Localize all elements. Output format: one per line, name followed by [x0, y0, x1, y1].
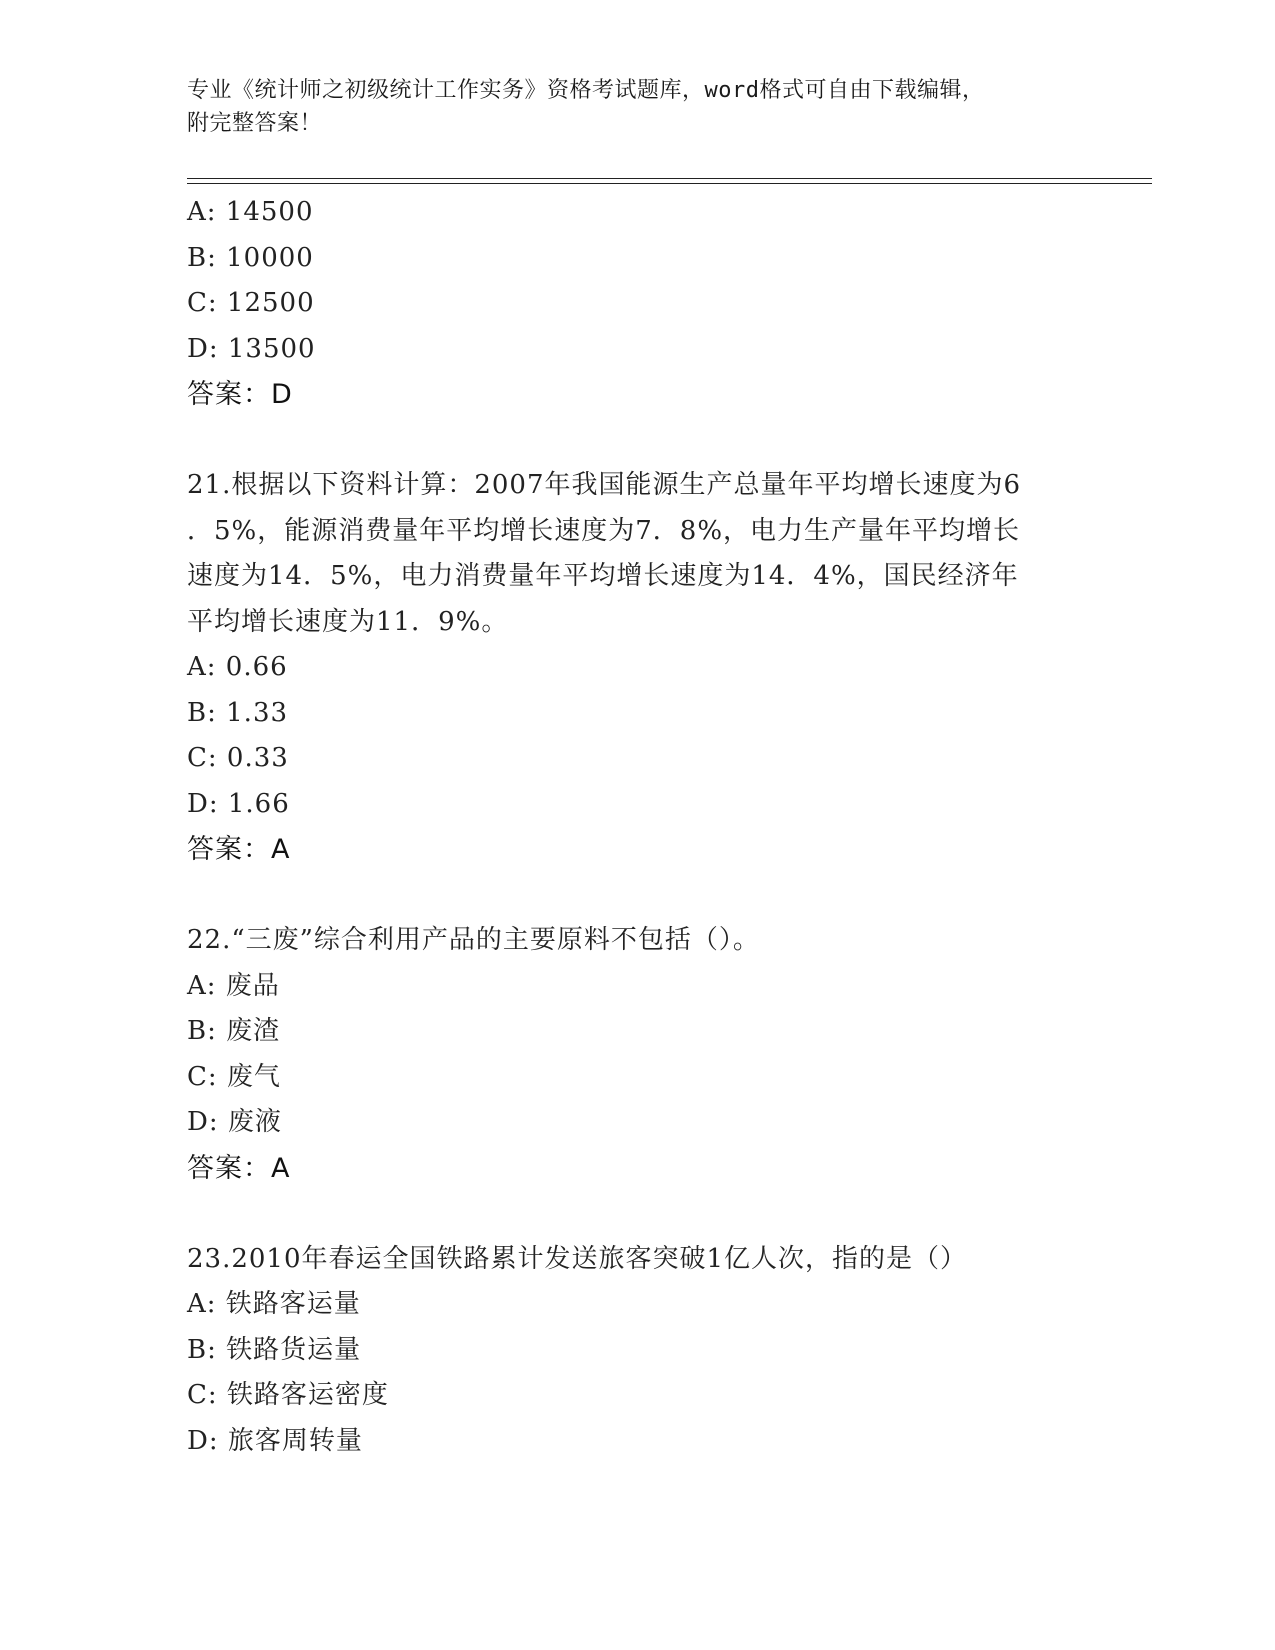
header-divider-top	[187, 178, 1152, 179]
question-text-line: 平均增长速度为11．9%。	[187, 606, 509, 637]
spacer	[187, 1191, 1087, 1237]
spacer	[187, 873, 1087, 919]
header-line-1: 专业《统计师之初级统计工作实务》资格考试题库，word格式可自由下载编辑，	[187, 78, 985, 103]
spacer	[187, 418, 1087, 464]
option-a: A: 14500	[187, 197, 314, 227]
option-a: A: 0.66	[187, 652, 288, 682]
option-c: C: 0.33	[187, 743, 289, 773]
header-divider-bottom	[187, 183, 1152, 184]
header-line-2: 附完整答案！	[187, 111, 323, 136]
option-c: C: 12500	[187, 288, 315, 318]
option-d: D: 废液	[187, 1107, 282, 1137]
question-text-line: ．5%，能源消费量年平均增长速度为7．8%，电力生产量年平均增长	[187, 515, 1021, 546]
question-list	[187, 190, 1087, 1464]
question-21	[187, 463, 1087, 873]
question-text-line: 速度为14．5%，电力消费量年平均增长速度为14．4%，国民经济年	[187, 561, 1019, 591]
option-c: C: 废气	[187, 1061, 281, 1092]
answer-line: 答案：A	[187, 1152, 291, 1184]
question-text-line: 21.根据以下资料计算：2007年我国能源生产总量年平均增长速度为6	[187, 470, 1022, 500]
option-a: A: 废品	[187, 970, 280, 1001]
option-d: D: 旅客周转量	[187, 1425, 363, 1456]
option-b: B: 废渣	[187, 1016, 281, 1046]
option-a: A: 铁路客运量	[187, 1289, 361, 1319]
question-text-line: 23.2010年春运全国铁路累计发送旅客突破1亿人次，指的是（）	[187, 1243, 968, 1274]
option-b: B: 铁路货运量	[187, 1334, 362, 1365]
option-b: B: 1.33	[187, 697, 289, 728]
option-c: C: 铁路客运密度	[187, 1380, 389, 1410]
option-d: D: 13500	[187, 333, 316, 364]
option-b: B: 10000	[187, 242, 314, 273]
answer-line: 答案：D	[187, 379, 293, 410]
answer-line: 答案：A	[187, 834, 291, 865]
option-d: D: 1.66	[187, 788, 290, 819]
question-20-tail	[187, 190, 1087, 418]
question-text-line: 22.“三废”综合利用产品的主要原料不包括（）。	[187, 925, 760, 955]
question-22	[187, 918, 1087, 1191]
question-23	[187, 1237, 1087, 1465]
document-header	[187, 74, 1067, 140]
